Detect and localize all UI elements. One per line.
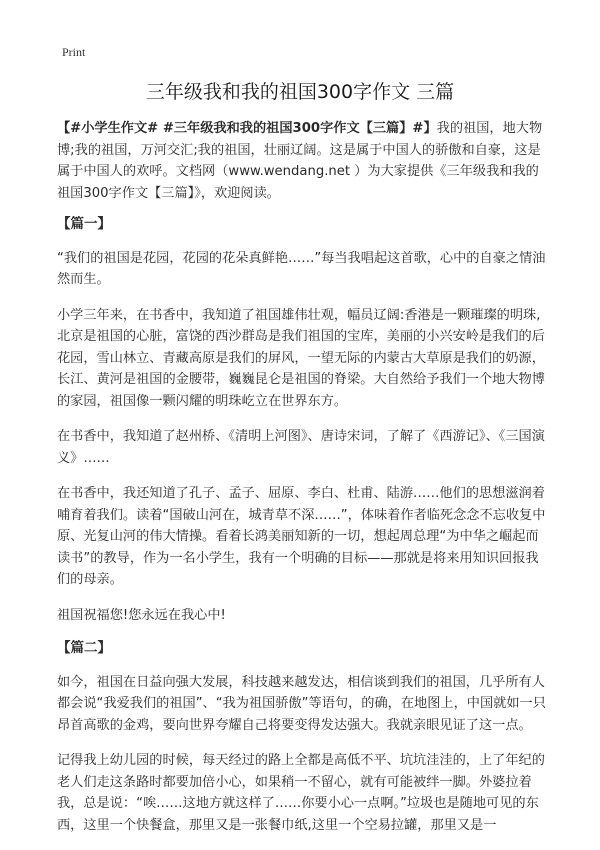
paragraph: 如今，祖国在日益向强大发展，科技越来越发达，相信谈到我们的祖国，几乎所有人都会说“我爱我们的祖国”、“我为祖国骄傲”等语句，的确，在地图上，中国就如一只昂首高歌的金鸡，要向世界夸耀自己将要变得发达强大。我就亲眼见证了这一点。	[57, 674, 546, 733]
section-heading-1: 【篇一】	[57, 216, 111, 232]
print-link[interactable]: Print	[62, 45, 86, 59]
page-title: 三年级我和我的祖国300字作文 三篇	[145, 81, 455, 103]
article-body	[57, 118, 547, 850]
paragraph: 记得我上幼儿园的时候，每天经过的路上全都是高低不平、坑坑洼洼的，上了年纪的老人们走这条路时都要加倍小心，如果稍一不留心，就有可能被绊一脚。外婆拉着我，总是说：“唉……这地方就这样了……你要小心一点啊。”垃圾也是随地可见的东西，这里一个快餐盒，那里又是一张餐巾纸,这里一个空易拉罐，那里又是一	[57, 753, 545, 833]
section-heading-2: 【篇二】	[57, 640, 111, 656]
intro-paragraph	[57, 118, 547, 204]
paragraph: 小学三年来，在书香中，我知道了祖国雄伟壮观，幅员辽阔:香港是一颗璀璨的明珠,北京是祖国的心脏，富饶的西沙群岛是我们祖国的宝库，美丽的小兴安岭是我们的后花园，雪山林立、青藏高原是我们的屏风，一望无际的内蒙古大草原是我们的奶源，长江、黄河是祖国的金腰带，巍巍昆仑是祖国的脊梁。大自然给予我们一个地大物博的家园，祖国像一颗闪耀的明珠屹立在世界东方。	[57, 307, 545, 409]
paragraph: “我们的祖国是花园，花园的花朵真鲜艳……”每当我唱起这首歌，心中的自豪之情油然而生。	[57, 250, 546, 287]
intro-text: 我的祖国，地大物博;我的祖国，万河交汇;我的祖国，壮丽辽阔。这是属于中国人的骄傲和自豪，这是属于中国人的欢呼。文档网（www.wendang.net ）为大家提供《三年级我和我的祖国300字作文【三篇】》，欢迎阅读。	[57, 121, 543, 201]
intro-tag: 【#小学生作文# #三年级我和我的祖国300字作文【三篇】#】	[57, 121, 437, 136]
paragraph: 在书香中，我知道了赵州桥、《清明上河图》、唐诗宋词，了解了《西游记》、《三国演义》……	[57, 429, 545, 466]
paragraph: 祖国祝福您!您永远在我心中!	[57, 607, 226, 623]
paragraph: 在书香中，我还知道了孔子、孟子、屈原、李白、杜甫、陆游……他们的思想滋润着哺育着我们。读着“国破山河在，城青草不深……”，体味着作者临死念念不忘收复中原、光复山河的伟大情操。看着长鸿美丽知新的一切，想起周总理“为中华之崛起而读书”的教导，作为一名小学生，我有一个明确的目标——那就是将来用知识回报我们的母亲。	[57, 486, 546, 587]
